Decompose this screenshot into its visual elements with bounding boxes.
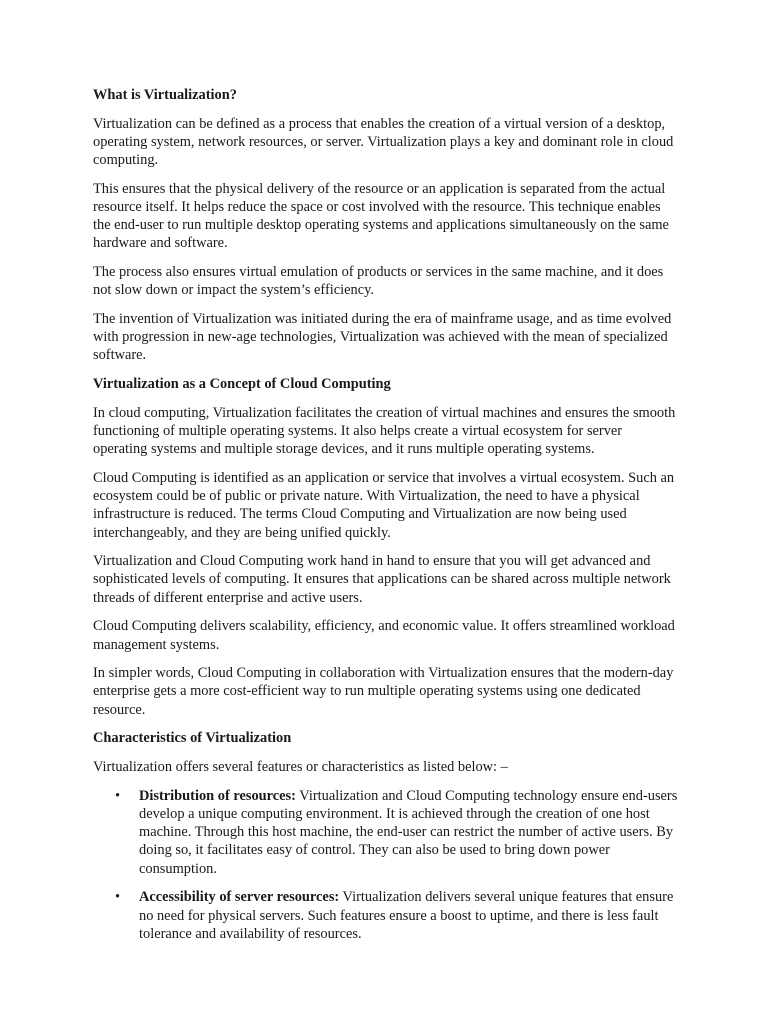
- document-page: [93, 86, 678, 953]
- paragraph: The process also ensures virtual emulation of products or services in the same machine, and it does not slow down or impact the system’s efficiency.: [93, 264, 664, 299]
- list-item-text: Virtualization and Cloud Computing technology ensure end-users develop a unique computing environment. It is achieved through the creation of one host machine. Through this host machine, the end-user can restrict the number of active users. By doing so, it facilitates easy of control. They can also be used to bring down power consumption.: [139, 787, 678, 877]
- bullet-icon: •: [115, 787, 121, 804]
- paragraph: Cloud Computing is identified as an application or service that involves a virtual ecosystem. Such an ecosystem could be of public or private nature. With Virtualization, the need to have a physical infrastructure is reduced. The terms Cloud Computing and Virtualization are now being used interchangeably, and they are being unified quickly.: [93, 469, 675, 541]
- paragraph: Virtualization and Cloud Computing work hand in hand to ensure that you will get advanced and sophisticated levels of computing. It ensures that applications can be shared across multiple network threads of different enterprise and active users.: [93, 553, 671, 606]
- paragraph: Virtualization offers several features or characteristics as listed below: –: [93, 759, 508, 776]
- paragraph: The invention of Virtualization was initiated during the era of mainframe usage, and as time evolved with progression in new-age technologies, Virtualization was achieved with the mean of specialized software.: [93, 311, 672, 364]
- bullet-icon: •: [115, 889, 121, 906]
- paragraph: This ensures that the physical delivery of the resource or an application is separated from the actual resource itself. It helps reduce the space or cost involved with the resource. This technique enables the end-user to run multiple desktop operating systems and applications simultaneously on the same hardware and software.: [93, 180, 669, 252]
- heading-virtualization-cloud-concept: Virtualization as a Concept of Cloud Computing: [93, 376, 391, 393]
- list-item-text: Virtualization delivers several unique features that ensure no need for physical servers. Such features ensure a boost to uptime, and there is less fault tolerance and availability of resources.: [139, 889, 674, 942]
- heading-what-is-virtualization: What is Virtualization?: [93, 87, 237, 103]
- heading-characteristics: Characteristics of Virtualization: [93, 730, 292, 747]
- paragraph: In cloud computing, Virtualization facilitates the creation of virtual machines and ensures the smooth functioning of multiple operating systems. It also helps create a virtual ecosystem for server operating systems and multiple storage devices, and it runs multiple operating systems.: [93, 404, 676, 458]
- list-item-title: Distribution of resources:: [139, 787, 296, 804]
- list-item: [93, 888, 678, 943]
- paragraph: In simpler words, Cloud Computing in collaboration with Virtualization ensures that the modern-day enterprise gets a more cost-efficient way to run multiple operating systems using one dedicated resource.: [93, 665, 674, 718]
- characteristics-list: [93, 787, 678, 943]
- list-item-title: Accessibility of server resources:: [139, 889, 340, 906]
- list-item: [93, 787, 678, 878]
- paragraph: Cloud Computing delivers scalability, efficiency, and economic value. It offers streamlined workload management systems.: [93, 618, 675, 653]
- paragraph: Virtualization can be defined as a process that enables the creation of a virtual version of a desktop, operating system, network resources, or server. Virtualization plays a key and dominant role in cloud computing.: [93, 115, 674, 169]
